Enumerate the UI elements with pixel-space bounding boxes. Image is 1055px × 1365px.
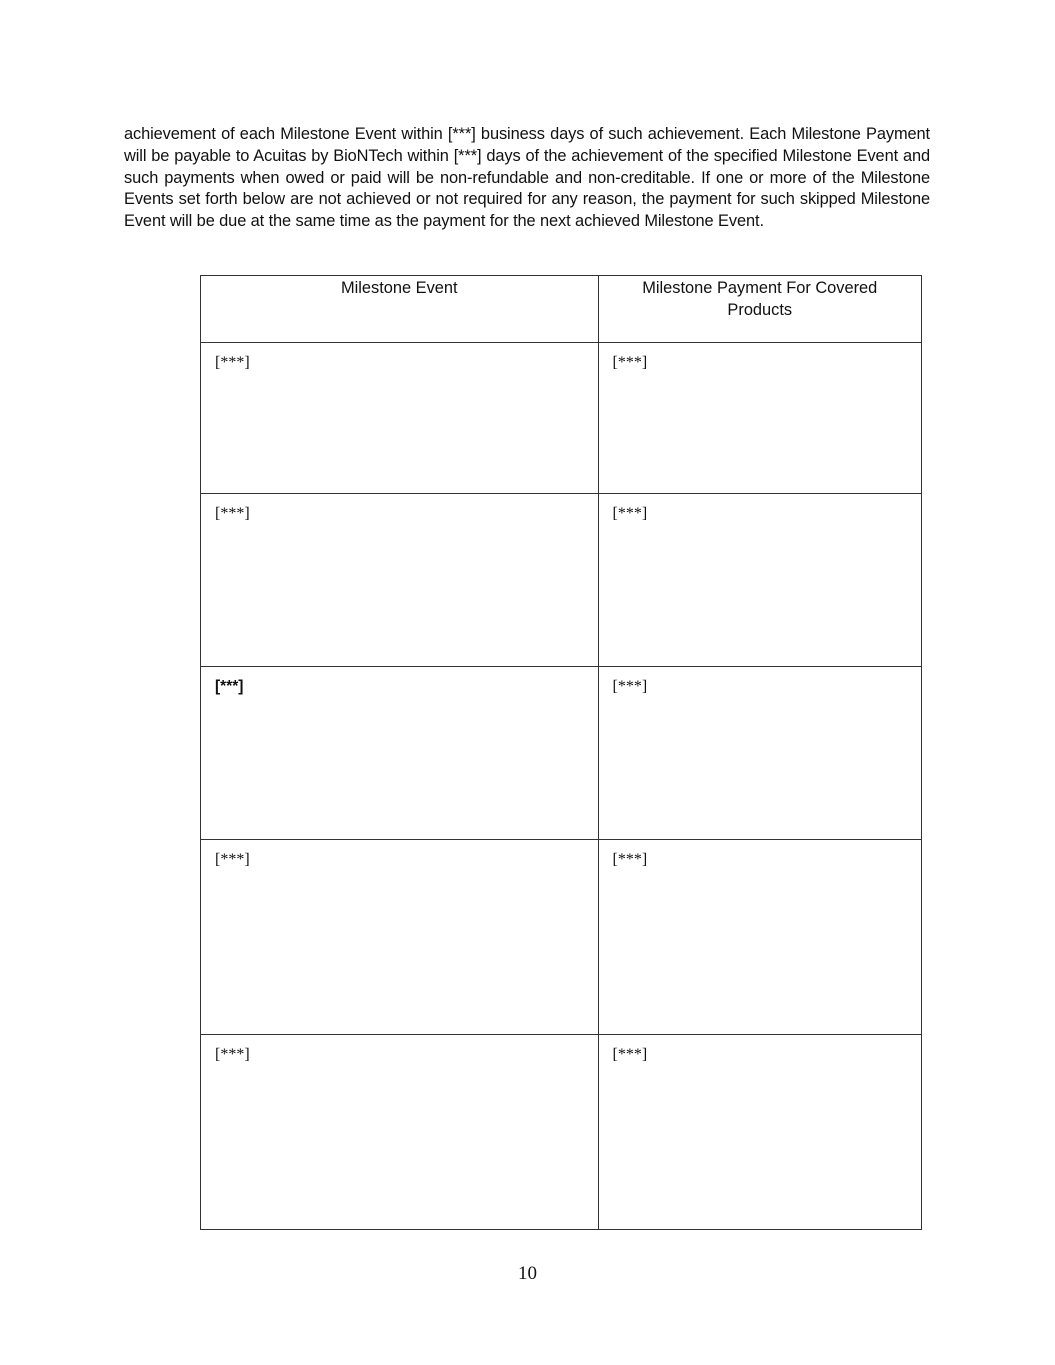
milestone-event-cell (201, 840, 599, 1035)
milestone-payment-cell (598, 840, 921, 1035)
milestone-table (200, 275, 922, 1230)
milestone-event-cell (201, 494, 599, 667)
milestone-event-text: [***] (215, 505, 250, 522)
milestone-event-text: [***] (215, 678, 244, 695)
milestone-payment-text: [***] (612, 678, 648, 695)
milestone-event-cell (201, 343, 599, 494)
body-paragraph: achievement of each Milestone Event within [***] business days of such achievement. Each Milestone Payment will be payable to Acuitas by BioNTech within [***] days of the achievement of the specified Milestone Event and such payments when owed or paid will be non-refundable and non-creditable. If one or more of the Milestone Events set forth below are not achieved or not required for any reason, the payment for such skipped Milestone Event will be due at the same time as the payment for the next achieved Milestone Event. (124, 125, 930, 231)
milestone-payment-cell (598, 1035, 921, 1230)
table-row (201, 494, 922, 667)
milestone-payment-text: [***] (612, 505, 648, 522)
page-number: 10 (518, 1263, 537, 1284)
milestone-event-text: [***] (215, 1046, 250, 1063)
milestone-event-text: [***] (215, 851, 250, 868)
milestone-payment-cell (598, 494, 921, 667)
table-row (201, 1035, 922, 1230)
table-row (201, 840, 922, 1035)
milestone-payment-cell (598, 343, 921, 494)
header-milestone-payment-label: Milestone Payment For Covered Products (642, 279, 878, 319)
milestone-payment-text: [***] (612, 1046, 648, 1063)
header-milestone-payment (598, 276, 921, 343)
milestone-payment-text: [***] (612, 851, 648, 868)
milestone-payment-text: [***] (612, 354, 648, 371)
milestone-payment-cell (598, 667, 921, 840)
milestone-event-cell (201, 1035, 599, 1230)
milestone-event-cell (201, 667, 599, 840)
milestone-event-text: [***] (215, 354, 250, 371)
table-row (201, 343, 922, 494)
table-row (201, 667, 922, 840)
table-header-row (201, 276, 922, 343)
header-milestone-event: Milestone Event (201, 276, 599, 343)
